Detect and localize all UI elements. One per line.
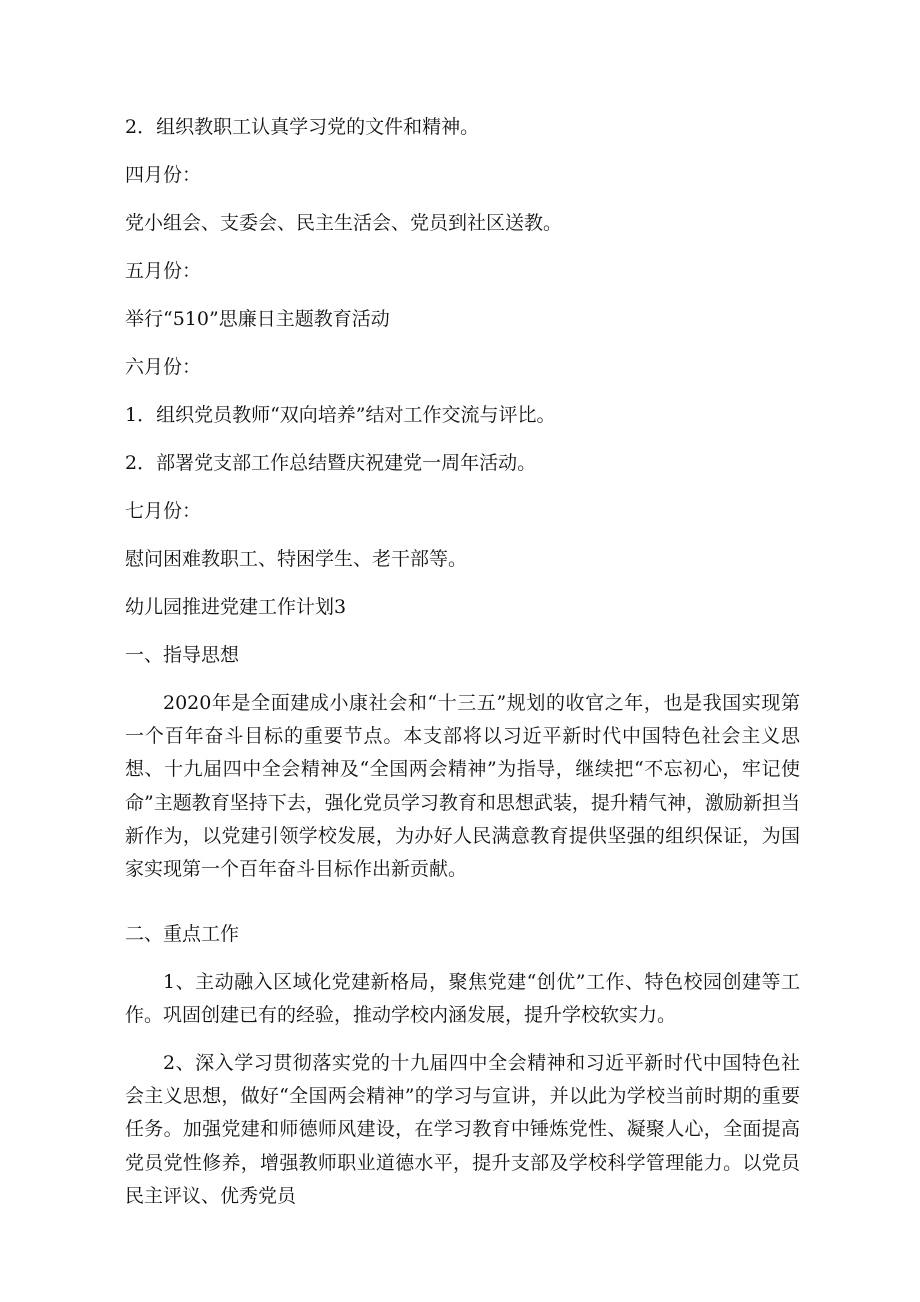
paragraph-key-work-2: 2、深入学习贯彻落实党的十九届四中全会精神和习近平新时代中国特色社会主义思想，做好“全国两会精神”的学习与宣讲，并以此为学校当前时期的重要任务。加强党建和师德师风建设，在学习教育中锤炼党性、凝聚人心，全面提高党员党性修养，增强教师职业道德水平，提升支部及学校科学管理能力。以党员民主评议、优秀党员 bbox=[125, 1052, 800, 1207]
paragraph-april-items: 党小组会、支委会、民主生活会、党员到社区送教。 bbox=[125, 212, 563, 234]
paragraph-april-item-2: 2．组织教职工认真学习党的文件和精神。 bbox=[125, 116, 480, 138]
heading-may: 五月份： bbox=[125, 260, 202, 282]
paragraph-may-item: 举行“510”思廉日主题教育活动 bbox=[125, 308, 390, 330]
paragraph-guiding-ideology: 2020年是全面建成小康社会和“十三五”规划的收官之年，也是我国实现第一个百年奋斗目标的重要节点。本支部将以习近平新时代中国特色社会主义思想、十九届四中全会精神及“全国两会精神”为指导，继续把“不忘初心，牢记使命”主题教育坚持下去，强化党员学习教育和思想武装，提升精气神，激励新担当新作为，以党建引领学校发展，为办好人民满意教育提供坚强的组织保证，为国家实现第一个百年奋斗目标作出新贡献。 bbox=[125, 692, 800, 881]
paragraph-june-item-1: 1．组织党员教师“双向培养”结对工作交流与评比。 bbox=[125, 404, 556, 426]
paragraph-july-item: 慰问困难教职工、特困学生、老干部等。 bbox=[125, 548, 468, 570]
heading-guiding-ideology: 一、指导思想 bbox=[125, 644, 240, 666]
heading-june: 六月份： bbox=[125, 356, 202, 378]
section-title-plan-3: 幼儿园推进党建工作计划3 bbox=[125, 596, 347, 618]
heading-april: 四月份： bbox=[125, 164, 202, 186]
heading-key-work: 二、重点工作 bbox=[125, 923, 240, 945]
paragraph-key-work-1: 1、主动融入区域化党建新格局，聚焦党建“创优”工作、特色校园创建等工作。巩固创建已有的经验，推动学校内涵发展，提升学校软实力。 bbox=[125, 971, 800, 1027]
heading-july: 七月份： bbox=[125, 500, 202, 522]
paragraph-june-item-2: 2．部署党支部工作总结暨庆祝建党一周年活动。 bbox=[125, 452, 537, 474]
